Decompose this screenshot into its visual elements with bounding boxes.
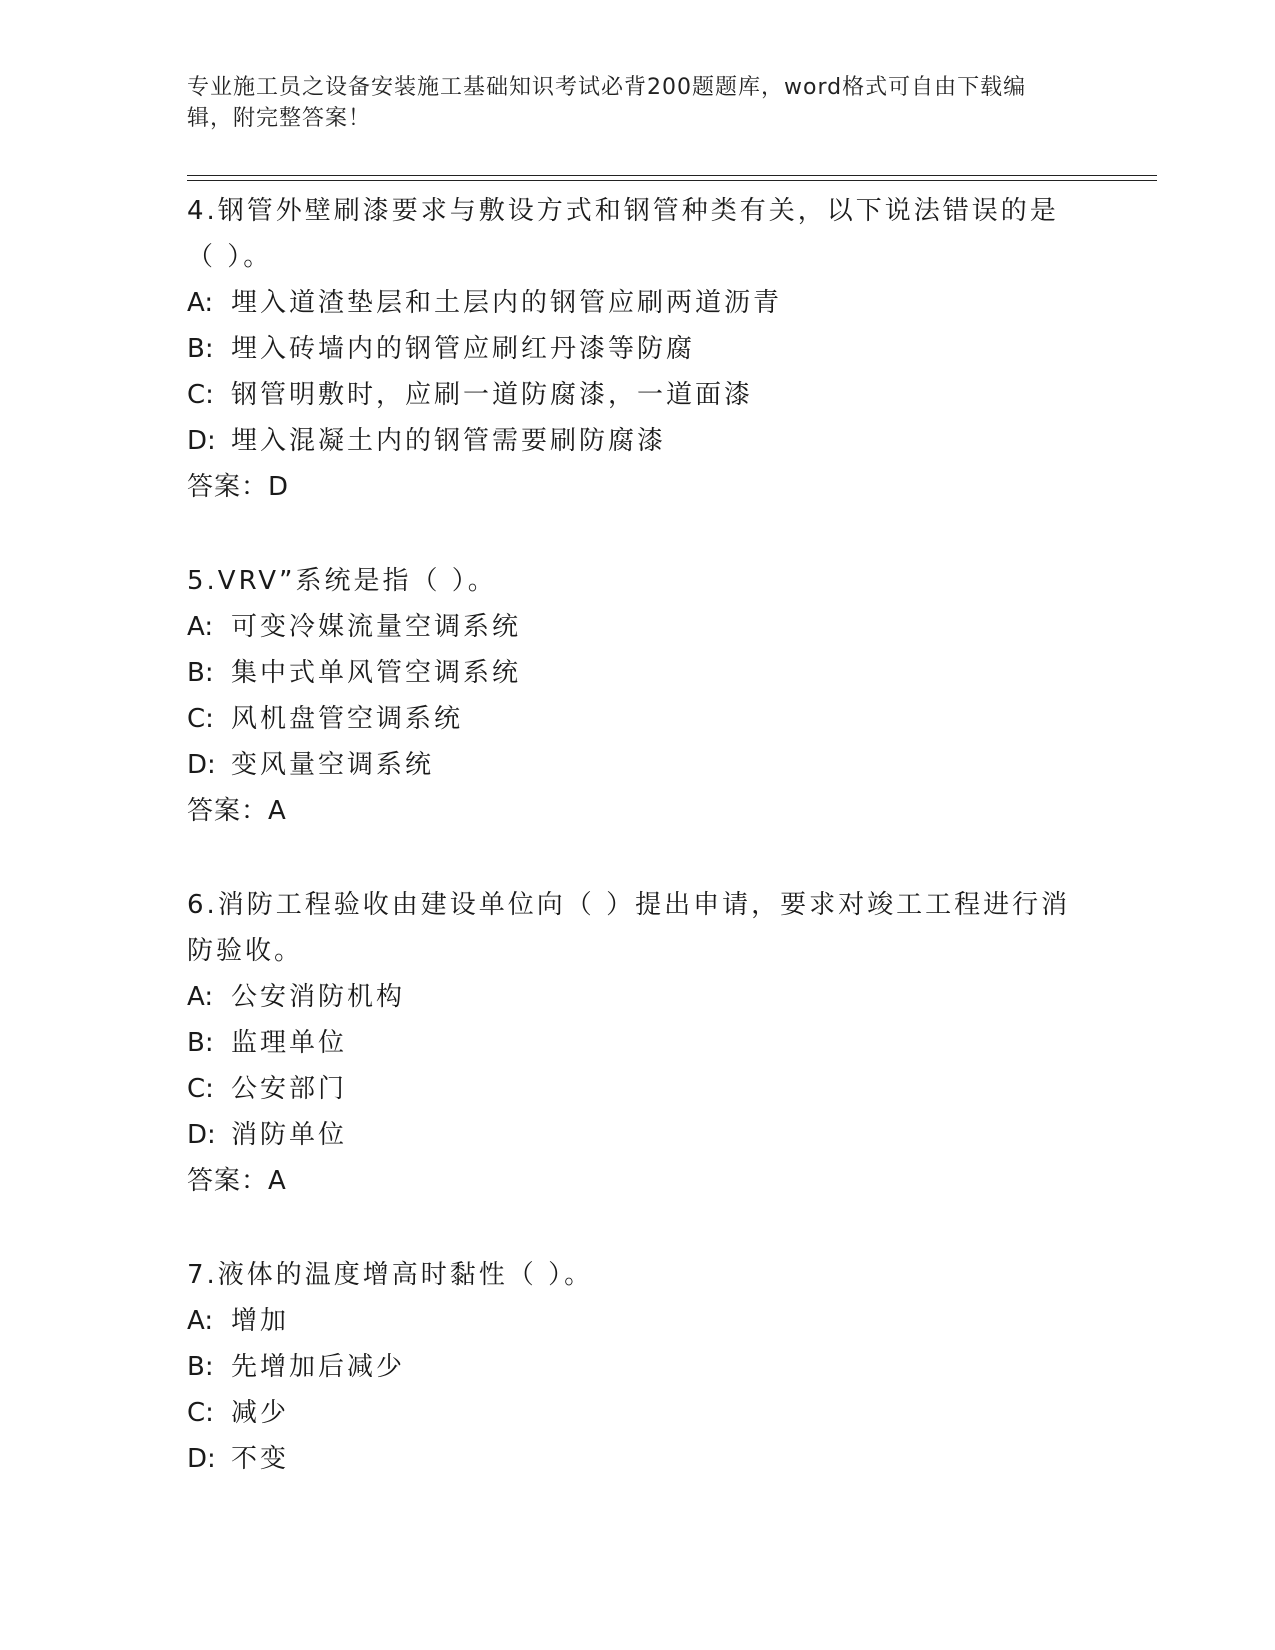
answer-line: 答案：A — [187, 796, 287, 826]
option-d — [187, 418, 1087, 464]
question-stem: 7.液体的温度增高时黏性（ ）。 — [187, 1260, 594, 1290]
option-text: 风机盘管空调系统 — [231, 704, 464, 734]
option-c — [187, 1066, 1087, 1112]
option-key: B: — [187, 334, 214, 364]
question-list — [187, 188, 1087, 1530]
option-key: A: — [187, 1306, 214, 1336]
option-key: C: — [187, 380, 214, 410]
option-text: 变风量空调系统 — [231, 750, 435, 780]
option-key: B: — [187, 1028, 214, 1058]
option-a — [187, 974, 1087, 1020]
option-key: D: — [187, 1444, 216, 1474]
option-key: D: — [187, 426, 216, 456]
option-d — [187, 1436, 1087, 1482]
question-7 — [187, 1252, 1087, 1482]
option-d — [187, 1112, 1087, 1158]
question-4 — [187, 188, 1087, 510]
option-a — [187, 280, 1087, 326]
answer-line: 答案：A — [187, 1166, 287, 1196]
option-key: D: — [187, 750, 216, 780]
option-key: C: — [187, 1074, 214, 1104]
question-stem: 4.钢管外壁刷漆要求与敷设方式和钢管种类有关，以下说法错误的是（ ）。 — [187, 196, 1059, 272]
option-text: 公安部门 — [231, 1074, 348, 1104]
header-divider-bottom — [187, 180, 1157, 181]
option-b — [187, 1020, 1087, 1066]
option-c — [187, 696, 1087, 742]
answer-line: 答案：D — [187, 472, 290, 502]
option-a — [187, 1298, 1087, 1344]
option-a — [187, 604, 1087, 650]
question-stem: 6.消防工程验收由建设单位向（ ）提出申请，要求对竣工工程进行消防验收。 — [187, 890, 1071, 966]
option-b — [187, 650, 1087, 696]
option-text: 钢管明敷时，应刷一道防腐漆，一道面漆 — [231, 380, 754, 410]
option-text: 埋入混凝土内的钢管需要刷防腐漆 — [231, 426, 667, 456]
question-5 — [187, 558, 1087, 834]
option-text: 埋入道渣垫层和土层内的钢管应刷两道沥青 — [231, 288, 783, 318]
option-text: 可变冷媒流量空调系统 — [231, 612, 522, 642]
header-divider-top — [187, 175, 1157, 176]
option-text: 监理单位 — [231, 1028, 348, 1058]
option-text: 埋入砖墙内的钢管应刷红丹漆等防腐 — [231, 334, 696, 364]
option-key: D: — [187, 1120, 216, 1150]
option-text: 减少 — [231, 1398, 290, 1428]
option-key: A: — [187, 612, 214, 642]
option-text: 增加 — [231, 1306, 290, 1336]
option-text: 不变 — [231, 1444, 290, 1474]
option-text: 消防单位 — [231, 1120, 348, 1150]
option-b — [187, 326, 1087, 372]
document-header: 专业施工员之设备安装施工基础知识考试必背200题题库，word格式可自由下载编辑，附完整答案！ — [187, 75, 1027, 131]
option-key: A: — [187, 288, 214, 318]
option-key: B: — [187, 658, 214, 688]
option-text: 公安消防机构 — [231, 982, 406, 1012]
option-text: 先增加后减少 — [231, 1352, 406, 1382]
option-c — [187, 372, 1087, 418]
option-b — [187, 1344, 1087, 1390]
option-d — [187, 742, 1087, 788]
question-stem: 5.VRV”系统是指（ ）。 — [187, 566, 497, 596]
option-text: 集中式单风管空调系统 — [231, 658, 522, 688]
option-key: C: — [187, 1398, 214, 1428]
option-key: A: — [187, 982, 214, 1012]
option-key: C: — [187, 704, 214, 734]
option-key: B: — [187, 1352, 214, 1382]
option-c — [187, 1390, 1087, 1436]
question-6 — [187, 882, 1087, 1204]
